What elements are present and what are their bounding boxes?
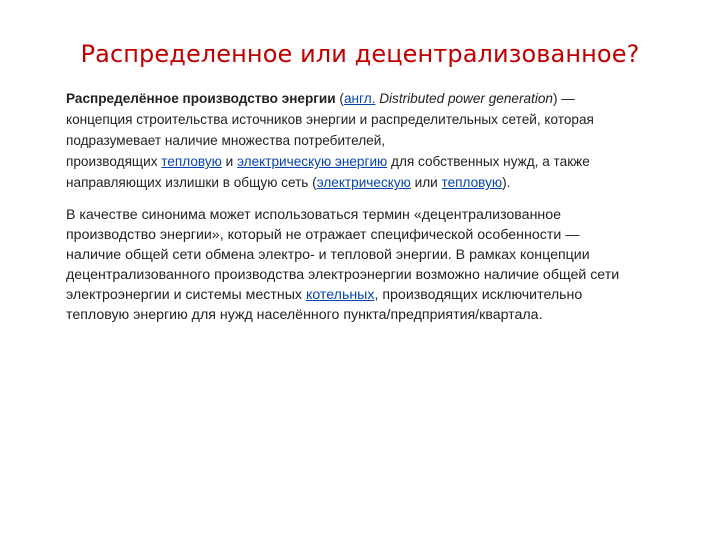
text-fragment: ( [335,91,344,106]
definition-paragraph [66,88,626,193]
english-term: Distributed power generation [379,91,553,106]
electric-energy-link[interactable]: электрическую энергию [237,154,388,169]
text-fragment: производящих [66,154,162,169]
thermal-link[interactable]: тепловую [441,175,503,190]
text-fragment: ) — концепция строительства источников энергии и распределительных сетей, которая подразумевает наличие множества потребителей, [66,91,594,148]
text-fragment: для собственных нужд, а также направляющих излишки в общую сеть ( [66,154,590,190]
slide-title: Распределенное или децентрализованное? [80,40,640,68]
text-fragment: или [410,175,442,190]
text-fragment: и [221,154,238,169]
defined-term: Распределённое производство энергии [66,91,336,106]
synonym-paragraph [66,205,626,325]
electric-link[interactable]: электрическую [316,175,411,190]
boiler-houses-link[interactable]: котельных [305,287,375,303]
article-content [66,88,626,325]
thermal-energy-link[interactable]: тепловую [161,154,222,169]
english-abbreviation-link[interactable]: англ. [343,91,376,106]
text-fragment: ). [502,175,511,190]
text-fragment: В качестве синонима может использоваться термин «децентрализованное производство энергии», который не отражает специфической особенности — наличие общей сети обмена электро- и тепловой энергии. В рамках концепции децентрализованного производства электроэнергии возможно наличие общей сети электроэнергии и системы местных [66,207,620,303]
text-fragment: , производящих исключительно тепловую энергию для нужд населённого пункта/предприятия/квартала. [66,287,583,323]
